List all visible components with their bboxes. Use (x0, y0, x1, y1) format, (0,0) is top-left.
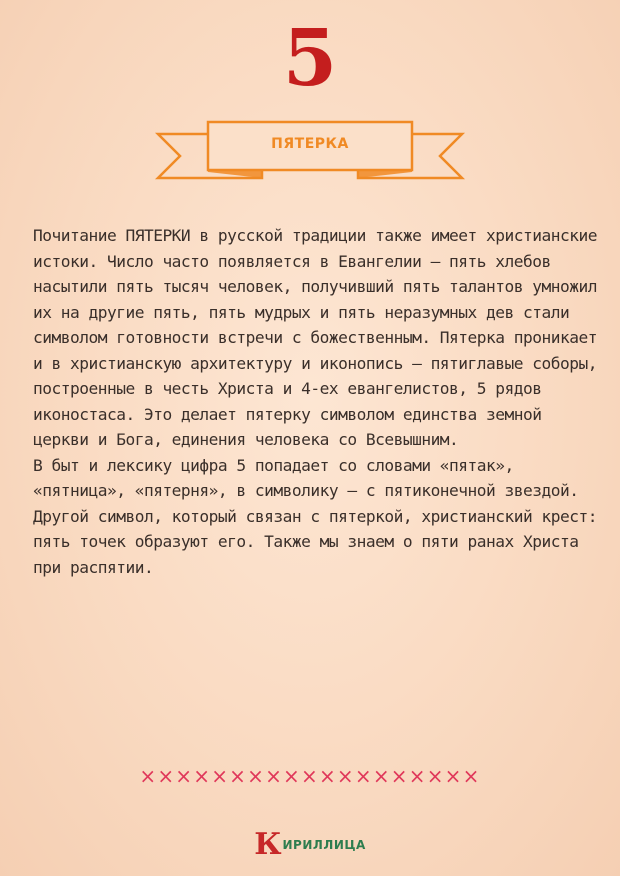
paragraph-1: Почитание ПЯТЕРКИ в русской традиции также имеет христианские истоки. Число часто появляется в Евангелии – пять хлебов насытили пять тысяч человек, получивший пять талантов умножил их на другие пять, пять мудрых и пять неразумных дев стали символом готовности встречи с божественным. Пятерка проникает и в христианскую архитектуру и иконопись – пятиглавые соборы, построенные в честь Христа и 4-ех евангелистов, 5 рядов иконостаса. Это делает пятерку символом единства земной церкви и Бога, единения человека со Всевышним. (33, 226, 597, 449)
logo-initial: К (254, 827, 282, 862)
main-text (33, 223, 603, 580)
logo-rest: ИРИЛЛИЦА (282, 838, 366, 852)
ribbon-label: ПЯТЕРКА (271, 136, 349, 152)
title-ribbon (150, 112, 470, 182)
kirillitsa-logo (0, 828, 620, 868)
cross-stitch-divider: ××××××××××××××××××× (139, 764, 481, 788)
page-number: 5 (282, 13, 338, 104)
paragraph-2: В быт и лексику цифра 5 попадает со словами «пятак», «пятница», «пятерня», в символику – с пятиконечной звездой. Другой символ, который связан с пятеркой, христианский крест: пять точек образуют его. Также мы знаем о пяти ранах Христа при распятии. (33, 455, 597, 577)
